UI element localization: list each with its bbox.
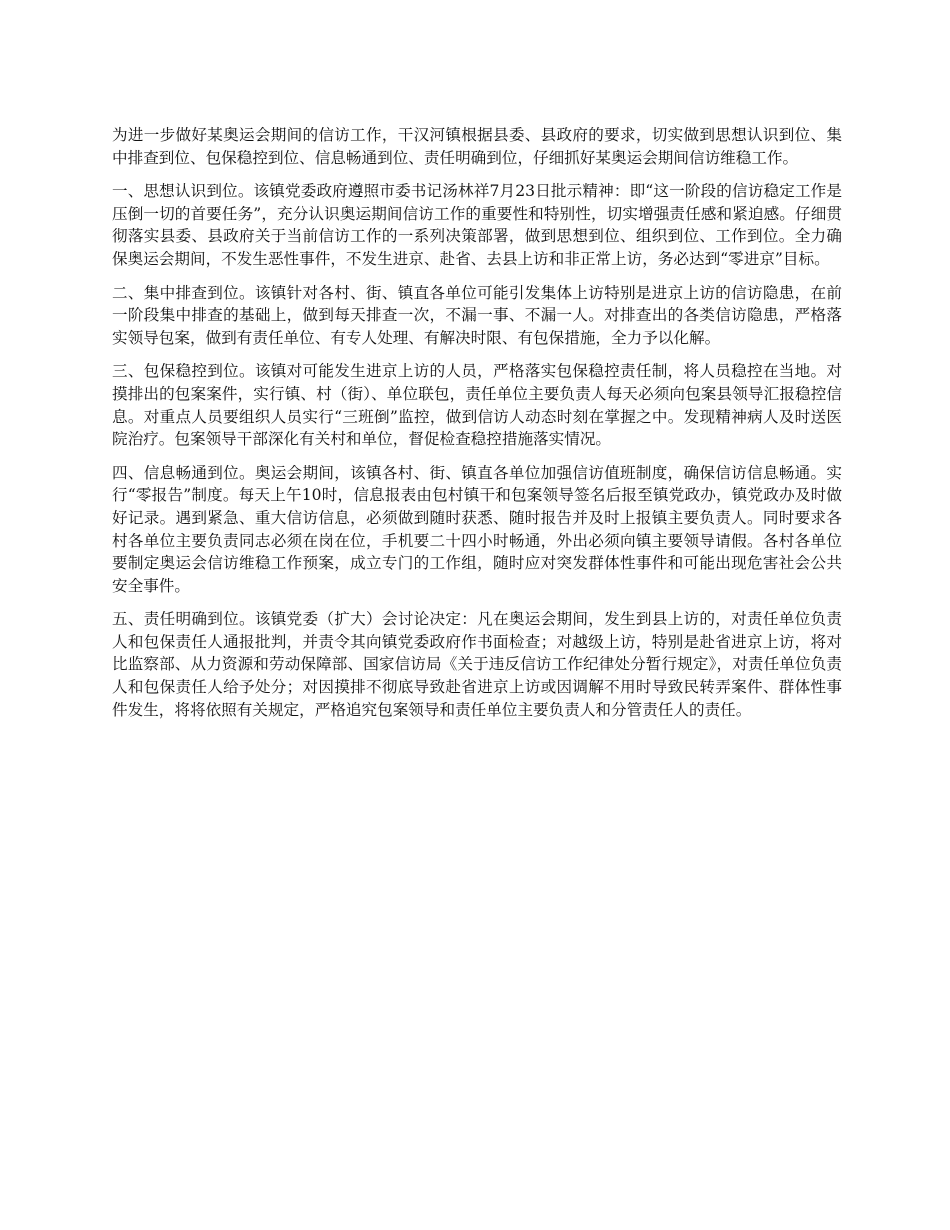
section-5-paragraph: 五、责任明确到位。该镇党委（扩大）会讨论决定：凡在奥运会期间，发生到县上访的，对责任单位负责人和包保责任人通报批判，并责令其向镇党委政府作书面检查；对越级上访，特别是赴省进京上访，将对比监察部、从力资源和劳动保障部、国家信访局《关于违反信访工作纪律处分暂行规定》，对责任单位负责人和包保责任人给予处分；对因摸排不彻底导致赴省进京上访或因调解不用时导致民转弄案件、群体性事件发生，将将依照有关规定，严格追究包案领导和责任单位主要负责人和分管责任人的责任。: [112, 610, 842, 719]
section-2-paragraph: 二、集中排查到位。该镇针对各村、街、镇直各单位可能引发集体上访特别是进京上访的信访隐患，在前一阶段集中排查的基础上，做到每天排查一次，不漏一事、不漏一人。对排查出的各类信访隐患，严格落实领导包案，做到有责任单位、有专人处理、有解决时限、有包保措施，全力予以化解。: [112, 283, 842, 347]
intro-paragraph: 为进一步做好某奥运会期间的信访工作，干汉河镇根据县委、县政府的要求，切实做到思想认识到位、集中排查到位、包保稳控到位、信息畅通到位、责任明确到位，仔细抓好某奥运会期间信访维稳工作。: [112, 126, 842, 167]
section-1-paragraph: 一、思想认识到位。该镇党委政府遵照市委书记汤林祥7月23日批示精神：即“这一阶段的信访稳定工作是压倒一切的首要任务”，充分认识奥运期间信访工作的重要性和特别性，切实增强责任感和紧迫感。仔细贯彻落实县委、县政府关于当前信访工作的一系列决策部署，做到思想到位、组织到位、工作到位。全力确保奥运会期间，不发生恶性事件，不发生进京、赴省、去县上访和非正常上访，务必达到“零进京”目标。: [112, 182, 842, 268]
section-4-paragraph: 四、信息畅通到位。奥运会期间，该镇各村、街、镇直各单位加强信访值班制度，确保信访信息畅通。实行“零报告”制度。每天上午10时，信息报表由包村镇干和包案领导签名后报至镇党政办，镇党政办及时做好记录。遇到紧急、重大信访信息，必须做到随时获悉、随时报告并及时上报镇主要负责人。同时要求各村各单位主要负责同志必须在岗在位，手机要二十四小时畅通，外出必须向镇主要领导请假。各村各单位要制定奥运会信访维稳工作预案，成立专门的工作组，随时应对突发群体性事件和可能出现危害社会公共安全事件。: [112, 463, 842, 595]
document-body: [112, 124, 842, 732]
section-3-paragraph: 三、包保稳控到位。该镇对可能发生进京上访的人员，严格落实包保稳控责任制，将人员稳控在当地。对摸排出的包案案件，实行镇、村（街）、单位联包，责任单位主要负责人每天必须向包案县领导汇报稳控信息。对重点人员要组织人员实行“三班倒”监控，做到信访人动态时刻在掌握之中。发现精神病人及时送医院治疗。包案领导干部深化有关村和单位，督促检查稳控措施落实情况。: [112, 362, 842, 449]
